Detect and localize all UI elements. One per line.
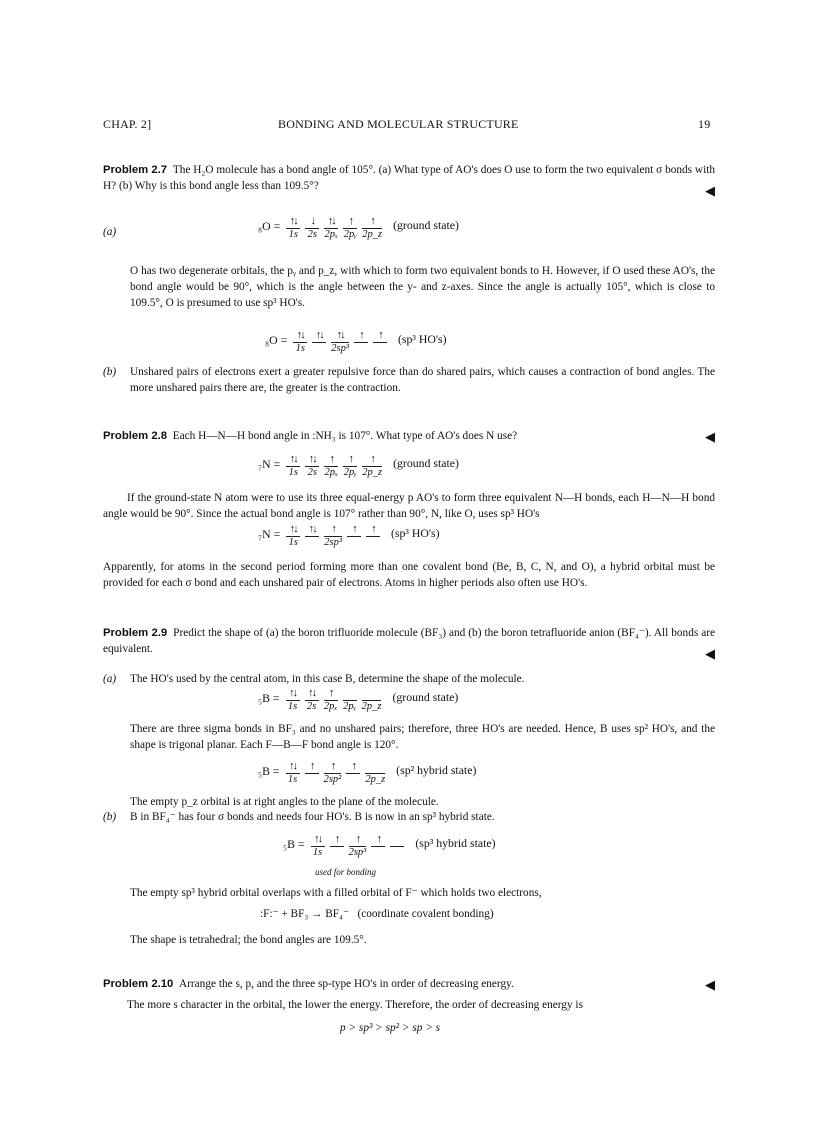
electron-arrows: ↑	[347, 522, 361, 537]
orbital-label: 1s	[295, 343, 305, 354]
electron-arrows: ↑	[305, 759, 319, 774]
electron-arrows: ↑↓	[331, 328, 349, 343]
paragraph: Apparently, for atoms in the second period forming more than one covalent bond (Be, B, C, N, and O), a hybrid orbital must be provided for each σ bond and each unshared pair of electrons. Atoms in higher periods also often use HO's.	[103, 561, 715, 590]
state-note: (ground state)	[393, 456, 459, 470]
orbital-label	[373, 343, 387, 355]
problem-label: Problem 2.10	[103, 978, 174, 990]
orbital-label: 2pᵧ	[343, 467, 357, 478]
orbital-label: 2p_z	[361, 701, 382, 712]
electron-arrows: ↑↓	[305, 686, 319, 701]
orbital-box	[343, 452, 357, 479]
problem-question: Arrange the s, p, and the three sp-type HO's in order of decreasing energy.	[178, 978, 514, 990]
electron-arrows: ↑↓	[305, 452, 319, 467]
electron-arrows: ↑↓	[324, 214, 338, 229]
electron-arrows: ↑	[362, 214, 382, 229]
p29-part-a	[103, 671, 715, 687]
orbital-label: 2sp³	[331, 343, 349, 354]
p28-text-1	[103, 490, 715, 522]
atom-symbol: ₇N =	[258, 457, 281, 471]
orbital-box	[362, 452, 382, 479]
orbital-box	[343, 214, 357, 241]
state-note: (ground state)	[393, 218, 459, 232]
paragraph: The empty p_z orbital is at right angles to the plane of the molecule.	[130, 796, 439, 808]
paragraph: B in BF₄⁻ has four σ bonds and needs four HO's. B is now in an sp³ hybrid state.	[130, 811, 495, 823]
electron-arrows: ↑	[349, 832, 367, 847]
electron-arrows: ↑↓	[286, 759, 300, 774]
p29-text-b3	[130, 932, 715, 948]
electron-arrows	[343, 686, 357, 701]
problem-2-7	[103, 162, 716, 198]
orbital-label	[390, 847, 404, 859]
problem-question: Each H—N—H bond angle in :NH₃ is 107°. What type of AO's does N use?	[172, 430, 518, 442]
problem-label: Problem 2.7	[103, 164, 168, 176]
orbital-box	[305, 214, 319, 241]
orbital-label: 1s	[288, 467, 298, 478]
electron-arrows: ↑↓	[312, 328, 326, 343]
orbital-box	[305, 759, 319, 786]
orbital-box	[286, 522, 300, 549]
electron-arrows: ↑↓	[286, 214, 300, 229]
orbital-label: 2s	[306, 701, 317, 712]
orbital-label	[330, 847, 344, 859]
orbital-box	[324, 759, 342, 786]
electron-config-b-ground	[258, 686, 458, 713]
page-number: 19	[698, 117, 711, 131]
orbital-label: 2p_z	[365, 774, 386, 785]
orbital-box	[286, 686, 300, 713]
orbital-box	[324, 686, 338, 713]
orbital-label	[346, 774, 360, 786]
chapter-label: CHAP. 2]	[103, 117, 152, 131]
electron-config-b-sp2	[258, 759, 476, 786]
orbital-box	[286, 759, 300, 786]
electron-arrows	[362, 686, 382, 701]
electron-config-b-sp3	[283, 832, 496, 859]
paragraph: Unshared pairs of electrons exert a greater repulsive force than do shared pairs, which causes a contraction of bond angles. The more unshared pairs there are, the greater is the contraction.	[130, 366, 715, 395]
orbital-box	[371, 832, 385, 859]
orbital-label	[371, 847, 385, 859]
orbital-label: 2pᵧ	[343, 229, 357, 240]
electron-arrows: ↑	[373, 328, 387, 343]
reaction-equation: :F:⁻ + BF₃ → BF₄⁻	[260, 908, 349, 920]
problem-2-8	[103, 428, 715, 444]
electron-arrows: ↑	[371, 832, 385, 847]
paragraph: The HO's used by the central atom, in this case B, determine the shape of the molecule.	[130, 673, 525, 685]
electron-arrows: ↑↓	[311, 832, 325, 847]
electron-config-o-ground	[258, 214, 459, 241]
reaction-note: (coordinate covalent bonding)	[357, 908, 494, 920]
electron-arrows: ↑	[362, 452, 382, 467]
state-note: (sp³ HO's)	[397, 332, 447, 346]
electron-arrows: ↑	[324, 759, 342, 774]
electron-arrows: ↑↓	[305, 522, 319, 537]
end-marker-icon: ◀	[705, 646, 715, 661]
orbital-label	[312, 343, 326, 355]
orbital-label: 2pₓ	[324, 467, 338, 478]
electron-arrows: ↑	[324, 452, 338, 467]
orbital-box	[330, 832, 344, 859]
used-for-bonding-caption: used for bonding	[315, 867, 377, 877]
orbital-label: 1s	[287, 774, 298, 785]
orbital-box	[347, 522, 361, 549]
orbital-box	[324, 214, 338, 241]
orbital-box	[312, 328, 326, 355]
electron-arrows: ↑	[346, 759, 360, 774]
electron-config-n-ground	[258, 452, 459, 479]
orbital-label: 2sp³	[324, 537, 342, 548]
electron-arrows: ↑	[330, 832, 344, 847]
orbital-label: 2pᵧ	[343, 701, 357, 712]
orbital-label: 1s	[287, 701, 298, 712]
orbital-box	[365, 759, 385, 786]
atom-symbol: ₈O =	[265, 333, 288, 347]
problem-label: Problem 2.9	[103, 627, 168, 639]
orbital-box	[293, 328, 307, 355]
orbital-box	[305, 686, 319, 713]
problem-question: Predict the shape of (a) the boron trifluoride molecule (BF₃) and (b) the boron tetrafluoride anion (BF₄⁻). All bonds are equivalent.	[103, 627, 715, 656]
atom-symbol: ₅B =	[258, 691, 280, 705]
atom-symbol: ₅B =	[283, 837, 305, 851]
orbital-label: 1s	[312, 847, 323, 858]
orbital-box	[331, 328, 349, 355]
orbital-box	[373, 328, 387, 355]
orbital-label: 2pₓ	[324, 229, 338, 240]
orbital-box	[305, 522, 319, 549]
orbital-box	[343, 686, 357, 713]
coordinate-bond-reaction	[260, 906, 494, 922]
paragraph: The shape is tetrahedral; the bond angles are 109.5°.	[130, 934, 367, 946]
electron-arrows: ↑	[343, 452, 357, 467]
orbital-box	[324, 452, 338, 479]
orbital-label	[347, 537, 361, 549]
paragraph: There are three sigma bonds in BF₃ and no unshared pairs; therefore, three HO's are needed. Hence, B uses sp² HO's, and the shape is trigonal planar. Each F—B—F bond angle is 120°.	[130, 723, 715, 752]
orbital-label	[305, 537, 319, 549]
paragraph: The empty sp³ hybrid orbital overlaps with a filled orbital of F⁻ which holds two electrons,	[130, 887, 542, 899]
problem-2-9	[103, 625, 715, 661]
p27-text-a	[130, 263, 715, 311]
state-note: (ground state)	[392, 690, 459, 704]
electron-arrows: ↓	[305, 214, 319, 229]
electron-arrows: ↑	[354, 328, 368, 343]
orbital-box	[362, 686, 382, 713]
orbital-box	[311, 832, 325, 859]
orbital-label: 2p_z	[362, 467, 383, 478]
electron-arrows: ↑	[366, 522, 380, 537]
paragraph: O has two degenerate orbitals, the pᵧ and p_z, with which to form two equivalent bonds to H. However, if O used these AO's, the bond angle would be 90°, which is the angle between the y- and z-axes. Since the angle is actually 105°, which is close to 109.5°, O is presumed to use sp³ HO's.	[130, 265, 715, 310]
orbital-box	[346, 759, 360, 786]
part-label: (a)	[103, 673, 117, 685]
p27-part-b	[103, 364, 715, 396]
orbital-box	[286, 452, 300, 479]
electron-config-o-sp3	[265, 328, 447, 355]
orbital-box	[349, 832, 367, 859]
end-marker-icon: ◀	[705, 429, 715, 444]
electron-arrows: ↑↓	[293, 328, 307, 343]
orbital-label	[366, 537, 380, 549]
orbital-label: 2sp²	[323, 774, 342, 785]
orbital-label: 1s	[288, 229, 298, 240]
electron-arrows: ↑↓	[286, 686, 300, 701]
p29-text-a2	[130, 721, 715, 753]
orbital-box	[286, 214, 300, 241]
p28-text-2	[103, 559, 715, 591]
orbital-box	[324, 522, 342, 549]
state-note: (sp³ HO's)	[390, 526, 440, 540]
problem-question: The H₂O molecule has a bond angle of 105°. (a) What type of AO's does O use to form the two equivalent σ bonds with H? (b) Why is this bond angle less than 109.5°?	[103, 164, 716, 193]
electron-arrows: ↑	[324, 686, 338, 701]
electron-arrows	[390, 832, 404, 847]
electron-arrows: ↑↓	[286, 522, 300, 537]
orbital-label: 2s	[307, 229, 317, 240]
p29-text-a3	[130, 794, 715, 810]
electron-arrows: ↑	[324, 522, 342, 537]
orbital-label	[305, 774, 319, 786]
atom-symbol: ₈O =	[258, 219, 281, 233]
orbital-box	[362, 214, 382, 241]
orbital-label: 2sp³	[348, 847, 367, 858]
electron-arrows: ↑	[343, 214, 357, 229]
running-title: BONDING AND MOLECULAR STRUCTURE	[278, 117, 519, 131]
atom-symbol: ₅B =	[258, 764, 280, 778]
orbital-box	[390, 832, 404, 859]
electron-arrows	[365, 759, 385, 774]
part-label: (a)	[103, 226, 117, 238]
problem-2-10	[103, 976, 715, 992]
problem-label: Problem 2.8	[103, 430, 168, 442]
orbital-box	[366, 522, 380, 549]
electron-arrows: ↑↓	[286, 452, 300, 467]
orbital-box	[354, 328, 368, 355]
p210-answer	[103, 997, 715, 1013]
electron-config-n-sp3	[258, 522, 440, 549]
p29-part-b	[103, 809, 715, 825]
p29-text-b2	[130, 885, 715, 901]
end-marker-icon: ◀	[705, 183, 715, 198]
end-marker-icon: ◀	[705, 977, 715, 992]
orbital-label: 1s	[288, 537, 298, 548]
orbital-label: 2pₓ	[323, 701, 338, 712]
part-label: (b)	[103, 366, 117, 378]
paragraph: The more s character in the orbital, the lower the energy. Therefore, the order of decreasing energy is	[127, 999, 583, 1011]
energy-order: p > sp³ > sp² > sp > s	[340, 1022, 441, 1034]
orbital-label	[354, 343, 368, 355]
orbital-box	[305, 452, 319, 479]
atom-symbol: ₇N =	[258, 527, 281, 541]
paragraph: If the ground-state N atom were to use its three equal-energy p AO's to form three equivalent N—H bonds, each H—N—H bond angle would be 90°. Since the actual bond angle is 107° rather than 90°, N, like O, uses sp³ HO's	[103, 492, 715, 521]
state-note: (sp³ hybrid state)	[415, 836, 496, 850]
orbital-label: 2p_z	[362, 229, 383, 240]
part-label: (b)	[103, 811, 117, 823]
state-note: (sp² hybrid state)	[396, 763, 477, 777]
orbital-label: 2s	[307, 467, 317, 478]
